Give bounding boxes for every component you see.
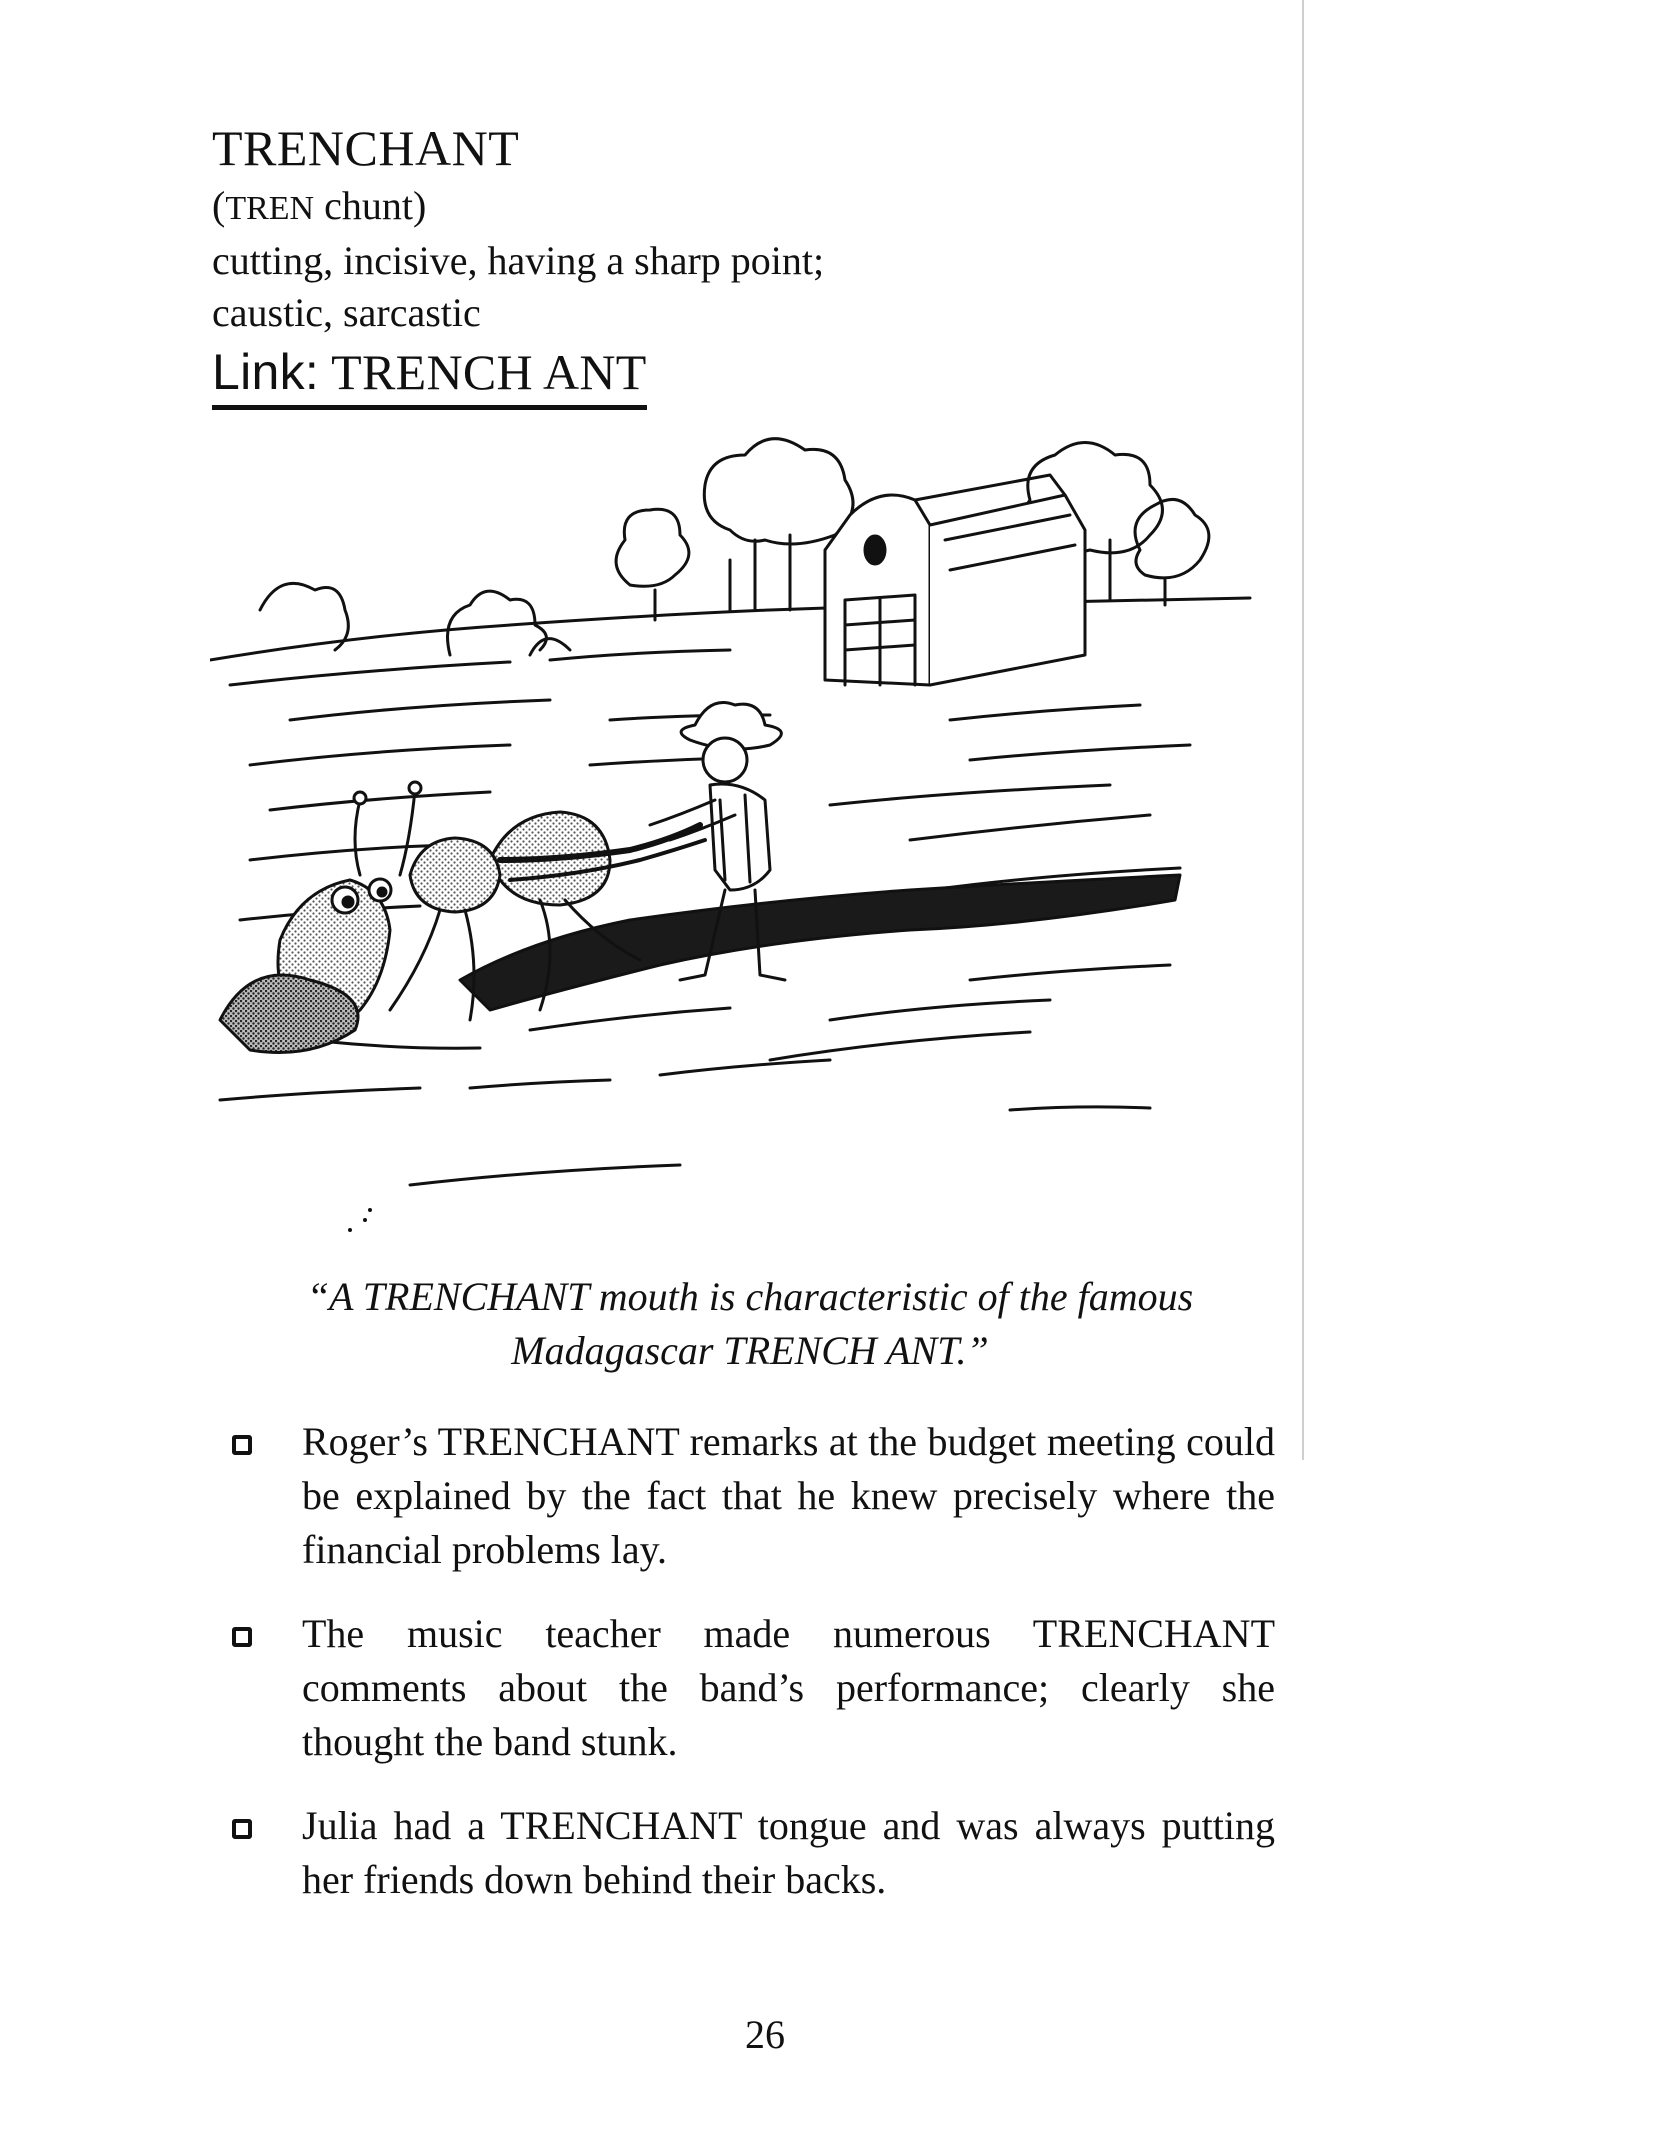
example-text: Julia had a TRENCHANT tongue and was always putting her friends down behind their backs.: [302, 1803, 1275, 1902]
checkbox-icon: [232, 1819, 252, 1839]
ant-antenna: [400, 790, 415, 875]
barn-side: [930, 495, 1085, 685]
ant-antenna-tip: [409, 782, 421, 794]
farmer-head: [703, 738, 747, 782]
link-line: [212, 343, 647, 410]
furrow: [550, 650, 730, 660]
example-item: [230, 1607, 1275, 1769]
illustration-caption: “A TRENCHANT mouth is characteristic of the famous Madagascar TRENCH ANT.”: [306, 1274, 1194, 1373]
ant-pupil: [343, 897, 353, 907]
furrow: [290, 700, 550, 720]
left-bush: [260, 583, 348, 650]
ant-thorax: [410, 838, 500, 912]
pronunciation-stressed: TREN: [225, 190, 315, 227]
furrow: [830, 1000, 1050, 1020]
example-text: Roger’s TRENCHANT remarks at the budget meeting could be explained by the fact that he knew precisely where the financial problems lay.: [302, 1419, 1275, 1572]
page-number: 26: [745, 2012, 785, 2057]
furrow: [220, 1088, 420, 1100]
furrow: [1010, 1107, 1150, 1110]
left-mound: [530, 639, 570, 655]
vocabulary-entry: [212, 118, 1112, 410]
pronunciation-rest: chunt): [314, 183, 427, 228]
page-edge-line: [1302, 0, 1304, 1460]
pronunciation: [212, 180, 1112, 235]
example-item: [230, 1415, 1275, 1577]
ant-antenna-tip: [354, 792, 366, 804]
furrow: [970, 965, 1170, 980]
furrow: [410, 1165, 680, 1185]
example-sentences: [230, 1415, 1275, 1937]
link-word: TRENCH ANT: [331, 344, 647, 400]
barn-window: [865, 536, 885, 564]
furrow: [830, 785, 1110, 805]
furrow: [970, 745, 1190, 760]
dots: [350, 1210, 370, 1230]
checkbox-icon: [232, 1435, 252, 1455]
definition: cutting, incisive, having a sharp point; caustic, sarcastic: [212, 238, 825, 335]
link-label: Link:: [212, 344, 320, 400]
furrow: [770, 1032, 1030, 1060]
headword: TRENCHANT: [212, 120, 520, 176]
furrow: [270, 792, 490, 810]
example-text: The music teacher made numerous TRENCHANT comments about the band’s performance; clearly she thought the band stunk.: [302, 1611, 1275, 1764]
furrow: [660, 1060, 830, 1075]
ant-antenna: [355, 800, 360, 875]
furrow: [530, 1008, 730, 1030]
furrow: [910, 815, 1150, 840]
distant-tree: [616, 509, 689, 620]
tree-far-right: [1135, 499, 1209, 605]
example-item: [230, 1799, 1275, 1907]
furrow: [950, 705, 1140, 720]
checkbox-icon: [232, 1627, 252, 1647]
furrow: [470, 1080, 610, 1088]
ant-leg: [465, 910, 474, 1020]
furrow: [250, 745, 510, 765]
pronunciation-open: (: [212, 183, 226, 228]
ant-leg: [390, 910, 440, 1010]
illustration-farmer-plowing-with-ant: [210, 420, 1270, 1250]
ant-pupil: [378, 888, 386, 896]
furrow: [230, 662, 510, 685]
